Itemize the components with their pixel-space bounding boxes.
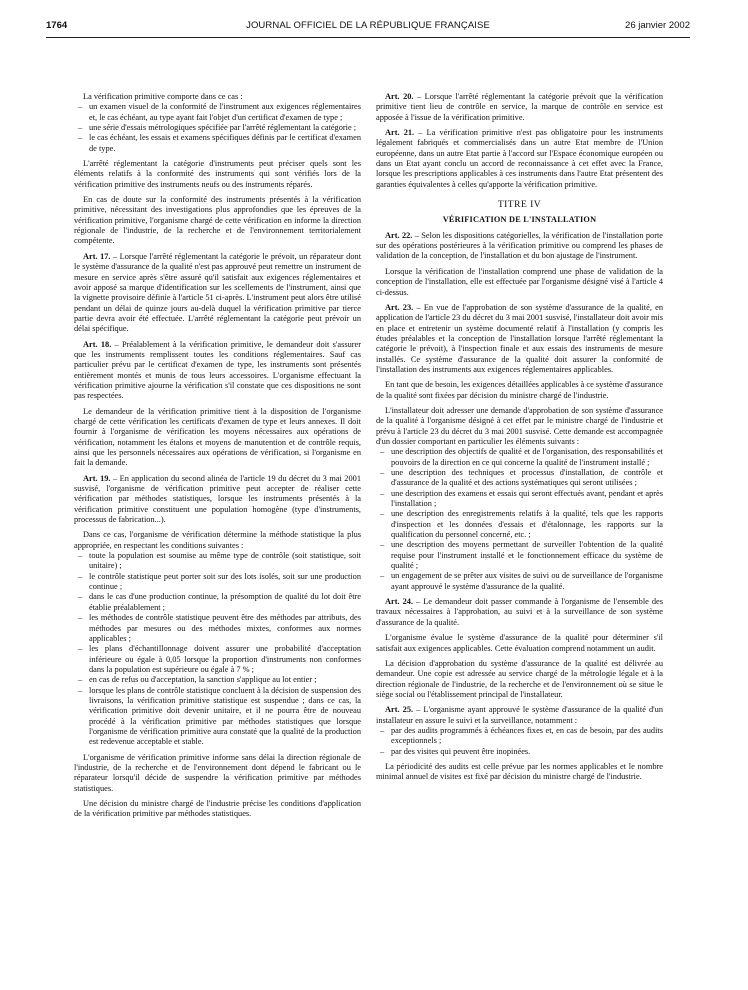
list [74, 102, 361, 154]
paragraph: En tant que de besoin, les exigences détaillées applicables à ce système d'assurance de la qualité sont fixées par décision du ministre chargé de l'industrie. [376, 380, 663, 400]
article-text: – Préalablement à la vérification primitive, le demandeur doit s'assurer que les instruments remplissent toutes les conditions réglementaires. Sauf cas particulier prévu par le certificat d'examen de type, les instruments sont présentés entièrement montés et munis de tous leurs accessoires. L'organisme effectuant la vérification primitive ajourne la vérification s'il constate que ces dispositions ne sont pas respectées. [74, 339, 362, 401]
paragraph: L'organisme évalue le système d'assurance de la qualité pour déterminer s'il satisfait aux exigences applicables. Cette évaluation comprend notamment un audit. [376, 633, 663, 653]
article-text: – Selon les dispositions catégorielles, la vérification de l'installation porte sur des opérations postérieures à la vérification primitive ou comprend les phases de validation de la conception, de l'installation et du bon ajustage de l'instrument. [376, 230, 663, 261]
list-item: – le contrôle statistique peut porter soit sur des lots isolés, soit sur une production continue ; [74, 572, 361, 593]
list-item: – une description des examens et essais qui seront effectués avant, pendant et après l'installation ; [376, 489, 663, 510]
paragraph: Lorsque la vérification de l'installation comprend une phase de validation de la conception de l'installation, elle est effectuée par l'organisme désigné visé à l'article 4 ci-dessus. [376, 266, 663, 297]
article-17 [74, 252, 361, 335]
list [376, 726, 663, 757]
list-item: – les méthodes de contrôle statistique peuvent être des méthodes par attributs, des méthodes par mesures ou des méthodes mixtes, conformes aux normes applicables ; [74, 613, 361, 644]
paragraph: Une décision du ministre chargé de l'industrie précise les conditions d'application de la vérification primitive par méthodes statistiques. [74, 799, 361, 819]
section-title: TITRE IV [497, 200, 542, 211]
article-19 [74, 474, 361, 526]
article-20 [376, 92, 663, 123]
article-text: – En vue de l'approbation de son système d'assurance de la qualité, en application de l'article 23 du décret du 3 mai 2001 susvisé, l'installateur doit avoir mis en place et entretenir un système documenté relatif à l'installation (y compris les études préalables et la conception de l'installation lorsque l'arrêté réglementant la catégorie le prévoit), à l'inspection finale et aux essais des instruments de mesure installés. Ce système d'assurance de la qualité doit assurer la conformité de l'installation des instruments aux exigences réglementaires applicables. [376, 302, 663, 374]
article-21 [376, 128, 663, 190]
article-text: – Lorsque l'arrêté réglementant la catégorie le prévoit, un réparateur dont le système d'assurance de la qualité n'est pas approuvé peut remettre un instrument de mesure en service après s'être assuré qu'il satisfait aux exigences réglementaires et avoir apposé sa marque d'identification sur les scellements de l'instrument, ainsi que la vignette provisoire définie à l'article 51 ci-après. L'instrument peut alors être utilisé pendant un délai de quinze jours au-delà duquel la vérification primitive par tierce partie devra avoir été effectuée. L'arrêté réglementant la catégorie peut prévoir un délai spécifique. [74, 251, 362, 334]
list-item: – une description des objectifs de qualité et de l'organisation, des responsabilités et pouvoirs de la direction en ce qui concerne la qualité de l'instrument installé ; [376, 447, 663, 468]
article-22 [376, 231, 663, 262]
article-label: Art. 22. [385, 230, 413, 240]
article-label: Art. 19. [83, 473, 111, 483]
article-text: – Lorsque l'arrêté réglementant la catégorie prévoit que la vérification primitive tient lieu de contrôle en service, la marque de contrôle en service est apposée à l'issue de la vérification primitive. [376, 92, 664, 122]
article-23 [376, 303, 663, 375]
article-18 [74, 340, 361, 402]
article-label: Art. 21. [385, 128, 415, 138]
list-item: – toute la population est soumise au même type de contrôle (soit statistique, soit unitaire) ; [74, 551, 361, 572]
paragraph: L'arrêté réglementant la catégorie d'instruments peut préciser quels sont les éléments relatifs à la conformité des instruments qui sont vérifiés lors de la vérification primitive des instruments neufs ou des instruments réparés. [74, 159, 361, 189]
journal-title: JOURNAL OFFICIEL DE LA RÉPUBLIQUE FRANÇAISE [246, 20, 490, 31]
list-item: – par des visites qui peuvent être inopinées. [376, 747, 663, 757]
article-label: Art. 25. [385, 705, 414, 715]
page-number: 1764 [46, 20, 68, 31]
list-item: – une description des moyens permettant de surveiller l'obtention de la qualité requise pour l'instrument installé et le fonctionnement efficace du système de qualité ; [376, 540, 663, 571]
list-item: – les plans d'échantillonnage doivent assurer une probabilité d'acceptation inférieure ou égale à 0,05 lorsque la proportion d'instruments non conformes dans la population est supérieure ou égale à 7 % ; [74, 644, 361, 675]
article-text: – En application du second alinéa de l'article 19 du décret du 3 mai 2001 susvisé, l'organisme de vérification primitive peut accepter de réaliser cette vérification par méthodes statistiques, lorsque les instruments présentés à la vérification primitive constituent une population homogène (type d'instruments, processus de fabrication...). [74, 473, 361, 525]
paragraph: L'organisme de vérification primitive informe sans délai la direction régionale de l'industrie, de la recherche et de l'environnement dont dépend le fabricant ou le réparateur lorsqu'il décide de suspendre la vérification primitive par méthodes statistiques. [74, 752, 361, 793]
page-header [46, 20, 690, 36]
paragraph: La vérification primitive comporte dans ce cas : [83, 92, 243, 101]
article-label: Art. 23. [385, 302, 414, 312]
section-subtitle: VÉRIFICATION DE L'INSTALLATION [442, 215, 597, 225]
article-text: – La vérification primitive n'est pas obligatoire pour les instruments légalement fabriqués et commercialisés dans un autre Etat membre de l'Union européenne, dans un autre Etat partie à l'accord sur l'Espace économique européen ou dans un Etat ayant conclu un accord de reconnaissance à cet effet avec la France, lorsque les prescriptions applicables à ces instruments dans l'autre Etat présentent des garanties équivalentes à celles qu'apporte la vérification primitive. [376, 128, 663, 189]
list-item: – une description des techniques et processus d'installation, de contrôle et d'assurance de la qualité et des actions systématiques qui seront utilisées ; [376, 468, 663, 489]
article-24 [376, 597, 663, 628]
left-column [74, 92, 361, 825]
list-item: – une série d'essais métrologiques spécifiée par l'arrêté réglementant la catégorie ; [74, 123, 361, 133]
list-item: – lorsque les plans de contrôle statistique concluent à la décision de suspension des livraisons, la vérification primitive statistique est suspendue ; dans ce cas, la vérification primitive doit devenir unitaire, et il ne pourra être de nouveau procédé à la vérification primitive par méthodes statistiques que lorsque l'organisme de vérification primitive aura constaté que la qualité de la production est redevenue acceptable et stable. [74, 686, 361, 748]
list-item: – en cas de refus ou d'acceptation, la sanction s'applique au lot entier ; [74, 675, 361, 685]
article-label: Art. 18. [83, 339, 112, 349]
list-item: – par des audits programmés à échéances fixes et, en cas de besoin, par des audits exceptionnels ; [376, 726, 663, 747]
right-column [376, 92, 663, 788]
article-label: Art. 20. [385, 92, 414, 101]
paragraph: L'installateur doit adresser une demande d'approbation de son système d'assurance de la qualité à l'organisme désigné à cet effet par le ministre chargé de l'industrie et prévu à l'article 23 du décret du 3 mai 2001 susvisé. Cette demande est accompagnée d'un dossier comportant en particulier les éléments suivants : [376, 405, 663, 446]
paragraph: Le demandeur de la vérification primitive tient à la disposition de l'organisme chargé de cette vérification les certificats d'examen de type et leurs annexes. Il doit fournir à l'organisme de vérification les moyens nécessaires aux opérations de vérification, notamment les étalons et moyens de manutention et de contrôle requis, ainsi que les personnels nécessaires aux opérations de vérification, si l'organisme en fait la demande. [74, 406, 361, 468]
issue-date: 26 janvier 2002 [625, 20, 690, 31]
article-25 [376, 705, 663, 726]
paragraph: Dans ce cas, l'organisme de vérification détermine la méthode statistique la plus appropriée, en respectant les conditions suivantes : [74, 530, 361, 550]
paragraph: En cas de doute sur la conformité des instruments présentés à la vérification primitive, nécessitant des investigations plus approfondies que les épreuves de la vérification primitive, l'organisme chargé de cette vérification en informe la direction régionale de l'industrie, de la recherche et de l'environnement territorialement compétente. [74, 195, 361, 246]
article-text: – Le demandeur doit passer commande à l'organisme de l'ensemble des travaux nécessaires à l'approbation, au suivi et à la surveillance de son système d'assurance de la qualité. [376, 597, 663, 627]
list-item: – un examen visuel de la conformité de l'instrument aux exigences réglementaires et, le cas échéant, au type ayant fait l'objet d'un certificat d'examen de type ; [74, 102, 361, 123]
paragraph: La décision d'approbation du système d'assurance de la qualité est délivrée au demandeur. Une copie est adressée au service chargé de la métrologie légale et à la direction régionale de l'industrie, de la recherche et de l'environnement où se situe le siège social ou l'établissement principal de l'installateur. [376, 658, 663, 699]
article-text: – L'organisme ayant approuvé le système d'assurance de la qualité d'un installateur en assure le suivi et la surveillance, notamment : [376, 705, 663, 725]
article-label: Art. 17. [83, 251, 111, 261]
list-item: – le cas échéant, les essais et examens spécifiques définis par le certificat d'examen de type. [74, 133, 361, 154]
list [376, 447, 663, 592]
paragraph: La périodicité des audits est celle prévue par les normes applicables et le nombre minimal annuel de visites est fixé par décision du ministre chargé de l'industrie. [376, 761, 663, 782]
list-item: – une description des enregistrements relatifs à la qualité, tels que les rapports d'inspection et les données d'essais et d'étalonnage, les rapports sur la qualification du personnel concerné, etc. ; [376, 509, 663, 540]
article-label: Art. 24. [385, 597, 414, 607]
list-item: – un engagement de se prêter aux visites de suivi ou de surveillance de l'organisme ayant approuvé le système d'assurance de la qualité. [376, 571, 663, 592]
list-item: – dans le cas d'une production continue, la présomption de qualité du lot doit être établie préalablement ; [74, 592, 361, 613]
header-rule [46, 37, 690, 38]
list [74, 551, 361, 748]
